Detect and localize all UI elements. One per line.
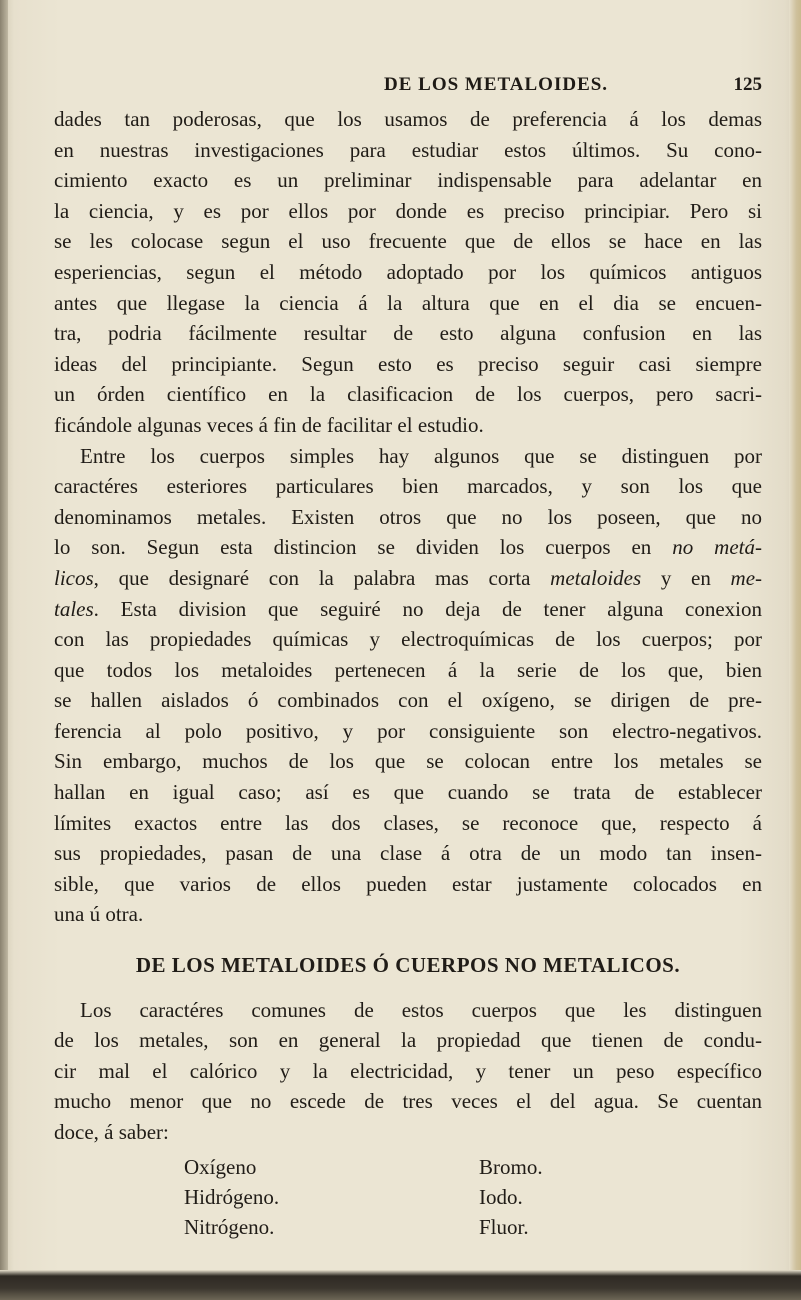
paragraph-3 (54, 995, 762, 1148)
italic-term: me- (730, 565, 763, 590)
text-line-with-italic (54, 563, 762, 594)
text-line: doce, á saber: (54, 1120, 169, 1144)
text-line: se hallen aislados ó combinados con el oxígeno, se dirigen de pre- (54, 688, 762, 713)
text-line: mucho menor que no escede de tres veces el del agua. Se cuentan (54, 1089, 762, 1114)
text-line: hallan en igual caso; así es que cuando se trata de establecer (54, 780, 762, 805)
elements-list (54, 1152, 762, 1248)
text-segment: . Esta division que seguiré no deja de tener alguna conexion (93, 596, 762, 621)
page-bottom-edge (0, 1270, 801, 1300)
element-item: Nitrógeno. (184, 1214, 275, 1239)
text-segment: y en (660, 565, 711, 590)
text-line: denominamos metales. Existen otros que no los poseen, que no (54, 504, 762, 529)
text-segment: lo son. Segun esta distincion se dividen los cuerpos en (54, 535, 652, 560)
paragraph-1 (54, 104, 762, 441)
text-line: Sin embargo, muchos de los que se colocan entre los metales se (54, 749, 762, 774)
text-line: la ciencia, y es por ellos por donde es preciso principiar. Pero si (54, 198, 762, 223)
page-body (54, 104, 762, 1248)
element-item: Oxígeno (184, 1154, 257, 1179)
italic-term: no metá- (672, 535, 762, 560)
text-line: se les colocase segun el uso frecuente que de ellos se hace en las (54, 229, 762, 254)
text-line: una ú otra. (54, 902, 144, 927)
text-line: con las propiedades químicas y electroquímicas de los cuerpos; por (54, 627, 762, 652)
text-line: dades tan poderosas, que los usamos de preferencia á los demas (54, 107, 762, 131)
text-line: en nuestras investigaciones para estudiar estos últimos. Su cono- (54, 137, 762, 162)
text-line-with-italic (54, 532, 762, 563)
text-line: Los caractéres comunes de estos cuerpos que les distinguen (80, 997, 762, 1022)
text-line: esperiencias, segun el método adoptado por los químicos antiguos (54, 259, 762, 284)
page-number: 125 (733, 74, 762, 95)
text-line: sible, que varios de ellos pueden estar justamente colocados en (54, 871, 762, 896)
text-line: ferencia al polo positivo, y por consiguiente son electro-negativos. (54, 718, 762, 743)
italic-term: licos (54, 565, 94, 590)
element-item: Fluor. (479, 1214, 529, 1239)
text-line: ficándole algunas veces á fin de facilitar el estudio. (54, 412, 484, 437)
text-line: un órden científico en la clasificacion de los cuerpos, pero sacri- (54, 382, 762, 407)
text-line: tra, podria fácilmente resultar de esto alguna confusion en las (54, 321, 762, 346)
page-edge (789, 0, 801, 1300)
text-line: antes que llegase la ciencia á la altura que en el dia se encuen- (54, 290, 762, 315)
text-line: de los metales, son en general la propiedad que tienen de condu- (54, 1028, 762, 1053)
text-line-with-italic (54, 594, 762, 625)
italic-term: tales (54, 596, 94, 621)
text-segment: , que designaré con la palabra mas corta (93, 565, 551, 590)
text-line: Entre los cuerpos simples hay algunos que se distinguen por (80, 443, 762, 468)
section-title: DE LOS METALOIDES Ó CUERPOS NO METALICOS. (135, 953, 681, 978)
text-line: ideas del principiante. Segun esto es preciso seguir casi siempre (54, 351, 762, 376)
element-item: Iodo. (479, 1184, 523, 1209)
running-title: DE LOS METALOIDES. (384, 74, 609, 95)
italic-term: metaloides (550, 565, 642, 590)
text-line: sus propiedades, pasan de una clase á otra de un modo tan insen- (54, 841, 762, 866)
text-line: cimiento exacto es un preliminar indispensable para adelantar en (54, 168, 762, 193)
text-line: caractéres esteriores particulares bien marcados, y son los que (54, 474, 762, 499)
elements-column-right (479, 1152, 543, 1242)
element-item: Bromo. (479, 1154, 543, 1179)
text-line: que todos los metaloides pertenecen á la serie de los que, bien (54, 657, 762, 682)
elements-column-left (184, 1152, 279, 1242)
element-item: Hidrógeno. (184, 1184, 280, 1209)
text-line: límites exactos entre las dos clases, se reconoce que, respecto á (54, 810, 762, 835)
running-header (54, 74, 762, 98)
paragraph-2 (54, 441, 762, 931)
book-spine-shadow (0, 0, 8, 1300)
text-line: cir mal el calórico y la electricidad, y tener un peso específico (54, 1058, 762, 1083)
